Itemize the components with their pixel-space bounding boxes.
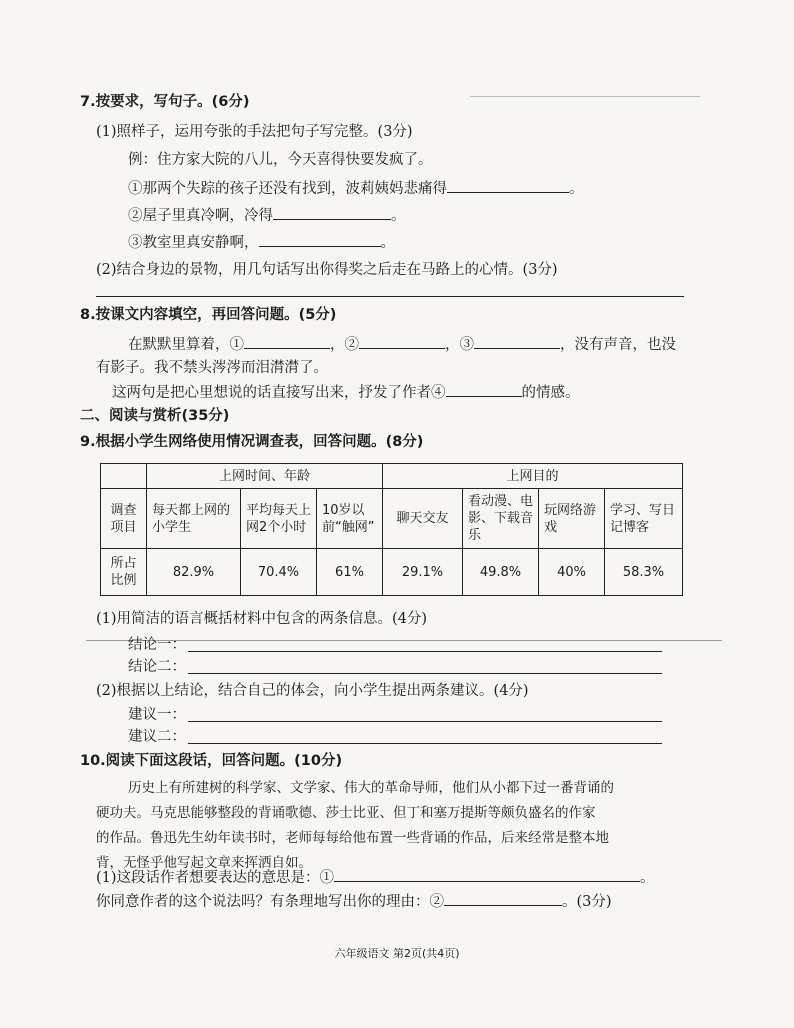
conclusion-2-label: 结论二： [128,659,186,675]
q10-question-1: (1)这段话作者想要表达的意思是：① 。 [96,867,655,888]
q7-example: 例：住方家大院的八儿，今天喜得快要发疯了。 [128,152,433,168]
answer-blank[interactable] [259,232,381,247]
column-header: 每天都上网的小学生 [147,489,241,549]
table-corner [101,464,147,489]
table-cell: 40% [539,549,605,596]
answer-blank[interactable] [446,382,522,397]
column-header: 平均每天上网2个小时 [241,489,317,549]
answer-line[interactable] [188,743,662,744]
column-header: 玩网络游戏 [539,489,605,549]
passage-line: 背，无怪乎他写起文章来挥洒自如。 [96,855,312,871]
q9-title: 9.根据小学生网络使用情况调查表，回答问题。(8分) [80,434,424,450]
q8-line-3: 这两句是把心里想说的话直接写出来，抒发了作者④ 的情感。 [112,382,580,403]
row-label-survey-item: 调查项目 [101,489,147,549]
q10-question-2: 你同意作者的这个说法吗？有条理地写出你的理由：② 。(3分) [96,891,612,912]
q9-part2: (2)根据以上结论，结合自己的体会，向小学生提出两条建议。(4分) [96,683,529,699]
q10-title: 10.阅读下面这段话，回答问题。(10分) [80,753,343,769]
answer-blank[interactable] [474,334,560,349]
q7-sentence-2: ②屋子里真冷啊，冷得 。 [128,205,406,226]
q8-line-1: 在默默里算着，① ，② ，③ ，没有声音，也没 [128,334,676,355]
answer-line[interactable] [188,721,662,722]
answer-blank[interactable] [444,891,562,906]
survey-table [100,463,683,596]
answer-line[interactable] [96,296,684,297]
bleed-through-line [470,96,700,97]
answer-blank[interactable] [334,867,640,882]
answer-blank[interactable] [244,334,330,349]
table-cell: 70.4% [241,549,317,596]
table-cell: 61% [317,549,383,596]
row-label-percentage: 所占比例 [101,549,147,596]
column-header: 10岁以前“触网” [317,489,383,549]
answer-blank[interactable] [359,334,445,349]
q8-line-2: 有影子。我不禁头涔涔而泪潸潸了。 [96,360,328,376]
q7-part2: (2)结合身边的景物，用几句话写出你得奖之后走在马路上的心情。(3分) [96,262,558,278]
table-cell: 58.3% [605,549,683,596]
q8-title: 8.按课文内容填空，再回答问题。(5分) [80,307,337,323]
answer-blank[interactable] [273,205,391,220]
passage-line: 硬功夫。马克思能够整段的背诵歌德、莎士比亚、但丁和塞万提斯等颇负盛名的作家 [96,805,596,821]
q7-sentence-3: ③教室里真安静啊， 。 [128,232,395,253]
suggestion-1-label: 建议一： [128,707,186,723]
table-cell: 49.8% [463,549,539,596]
passage-line: 的作品。鲁迅先生幼年读书时，老师每每给他布置一些背诵的作品，后来经常是整本地 [96,830,609,846]
answer-line[interactable] [188,673,662,674]
q9-part1: (1)用简洁的语言概括材料中包含的两条信息。(4分) [96,611,428,627]
suggestion-2-label: 建议二： [128,729,186,745]
section-heading: 二、阅读与赏析(35分) [80,408,230,424]
q7-sentence-1: ①那两个失踪的孩子还没有找到，波莉姨妈悲痛得 。 [128,178,584,199]
column-header: 聊天交友 [383,489,463,549]
q7-part1: (1)照样子，运用夸张的手法把句子写完整。(3分) [96,124,413,140]
page-footer: 六年级语文 第2页(共4页) [334,947,460,960]
column-header: 学习、写日记博客 [605,489,683,549]
table-cell: 82.9% [147,549,241,596]
q7-title: 7.按要求，写句子。(6分) [80,94,250,110]
answer-line[interactable] [188,651,662,652]
group-header-purpose: 上网目的 [383,464,683,489]
answer-blank[interactable] [447,178,569,193]
passage-line: 历史上有所建树的科学家、文学家、伟大的革命导师，他们从小都下过一番背诵的 [128,780,614,796]
table-cell: 29.1% [383,549,463,596]
group-header-time-age: 上网时间、年龄 [147,464,383,489]
column-header: 看动漫、电影、下载音乐 [463,489,539,549]
conclusion-1-label: 结论一： [128,637,186,653]
